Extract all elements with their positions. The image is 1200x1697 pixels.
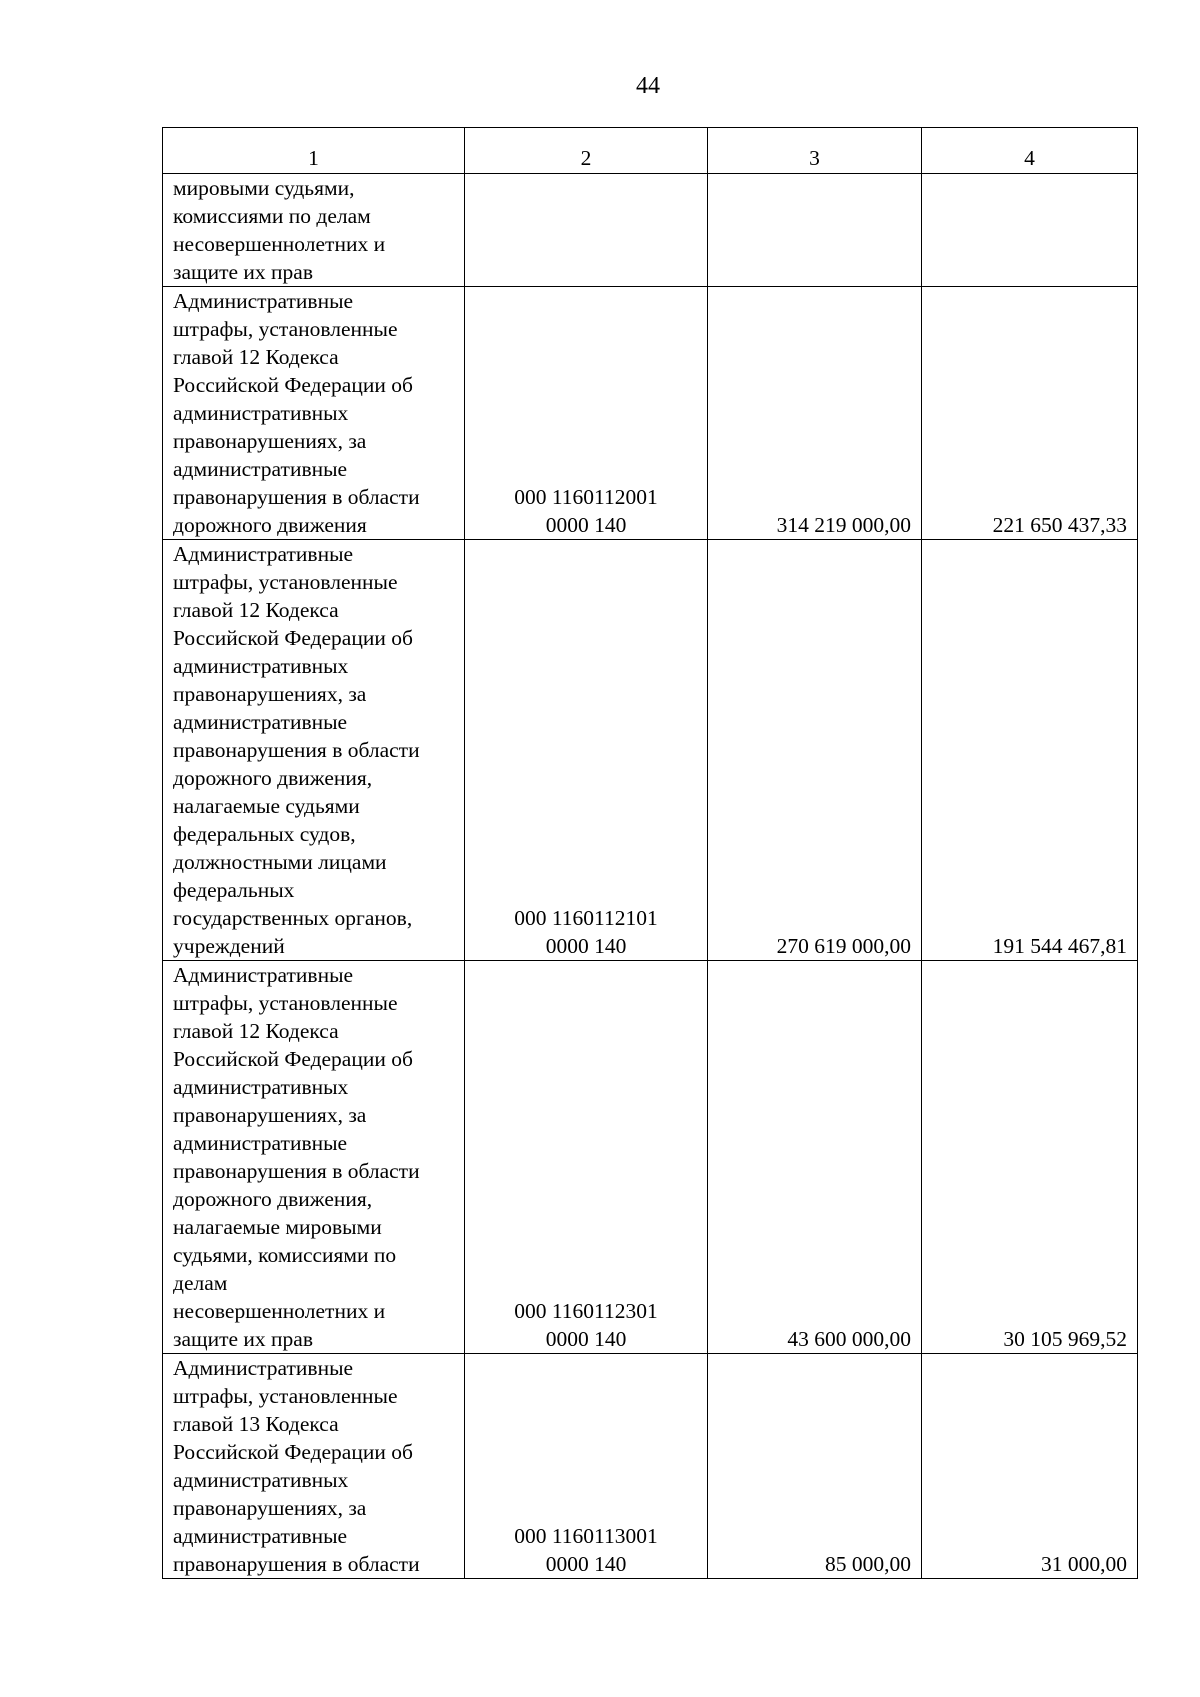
row-actual-amount: 191 544 467,81 [922, 540, 1138, 961]
row-plan-amount: 270 619 000,00 [708, 540, 922, 961]
column-header-1: 1 [163, 128, 465, 174]
row-actual-amount: 31 000,00 [922, 1354, 1138, 1579]
table-row [163, 540, 1138, 961]
column-header-3: 3 [708, 128, 922, 174]
row-code: 000 1160112101 0000 140 [465, 540, 708, 961]
row-actual-amount: 30 105 969,52 [922, 961, 1138, 1354]
row-code [465, 174, 708, 287]
column-header-2: 2 [465, 128, 708, 174]
row-description: Административные штрафы, установленные главой 12 Кодекса Российской Федерации об административных правонарушениях, за административные правонарушения в области дорожного движения [163, 287, 465, 540]
table-row [163, 287, 1138, 540]
row-actual-amount [922, 174, 1138, 287]
row-plan-amount: 85 000,00 [708, 1354, 922, 1579]
row-description: Административные штрафы, установленные главой 12 Кодекса Российской Федерации об административных правонарушениях, за административные правонарушения в области дорожного движения, налагаемые мировыми судьями, комиссиями по делам несовершеннолетних и защите их прав [163, 961, 465, 1354]
row-description: Административные штрафы, установленные главой 12 Кодекса Российской Федерации об административных правонарушениях, за административные правонарушения в области дорожного движения, налагаемые судьями федеральных судов, должностными лицами федеральных государственных органов, учреждений [163, 540, 465, 961]
table-header-row [163, 128, 1138, 174]
row-code: 000 1160112001 0000 140 [465, 287, 708, 540]
row-code: 000 1160112301 0000 140 [465, 961, 708, 1354]
row-plan-amount: 43 600 000,00 [708, 961, 922, 1354]
table-row [163, 961, 1138, 1354]
page-number: 44 [636, 73, 660, 99]
budget-table [162, 127, 1138, 1579]
row-description: Административные штрафы, установленные главой 13 Кодекса Российской Федерации об административных правонарушениях, за административные правонарушения в области [163, 1354, 465, 1579]
row-description: мировыми судьями, комиссиями по делам несовершеннолетних и защите их прав [163, 174, 465, 287]
table-row [163, 174, 1138, 287]
row-plan-amount: 314 219 000,00 [708, 287, 922, 540]
row-actual-amount: 221 650 437,33 [922, 287, 1138, 540]
column-header-4: 4 [922, 128, 1138, 174]
table-row [163, 1354, 1138, 1579]
row-plan-amount [708, 174, 922, 287]
row-code: 000 1160113001 0000 140 [465, 1354, 708, 1579]
